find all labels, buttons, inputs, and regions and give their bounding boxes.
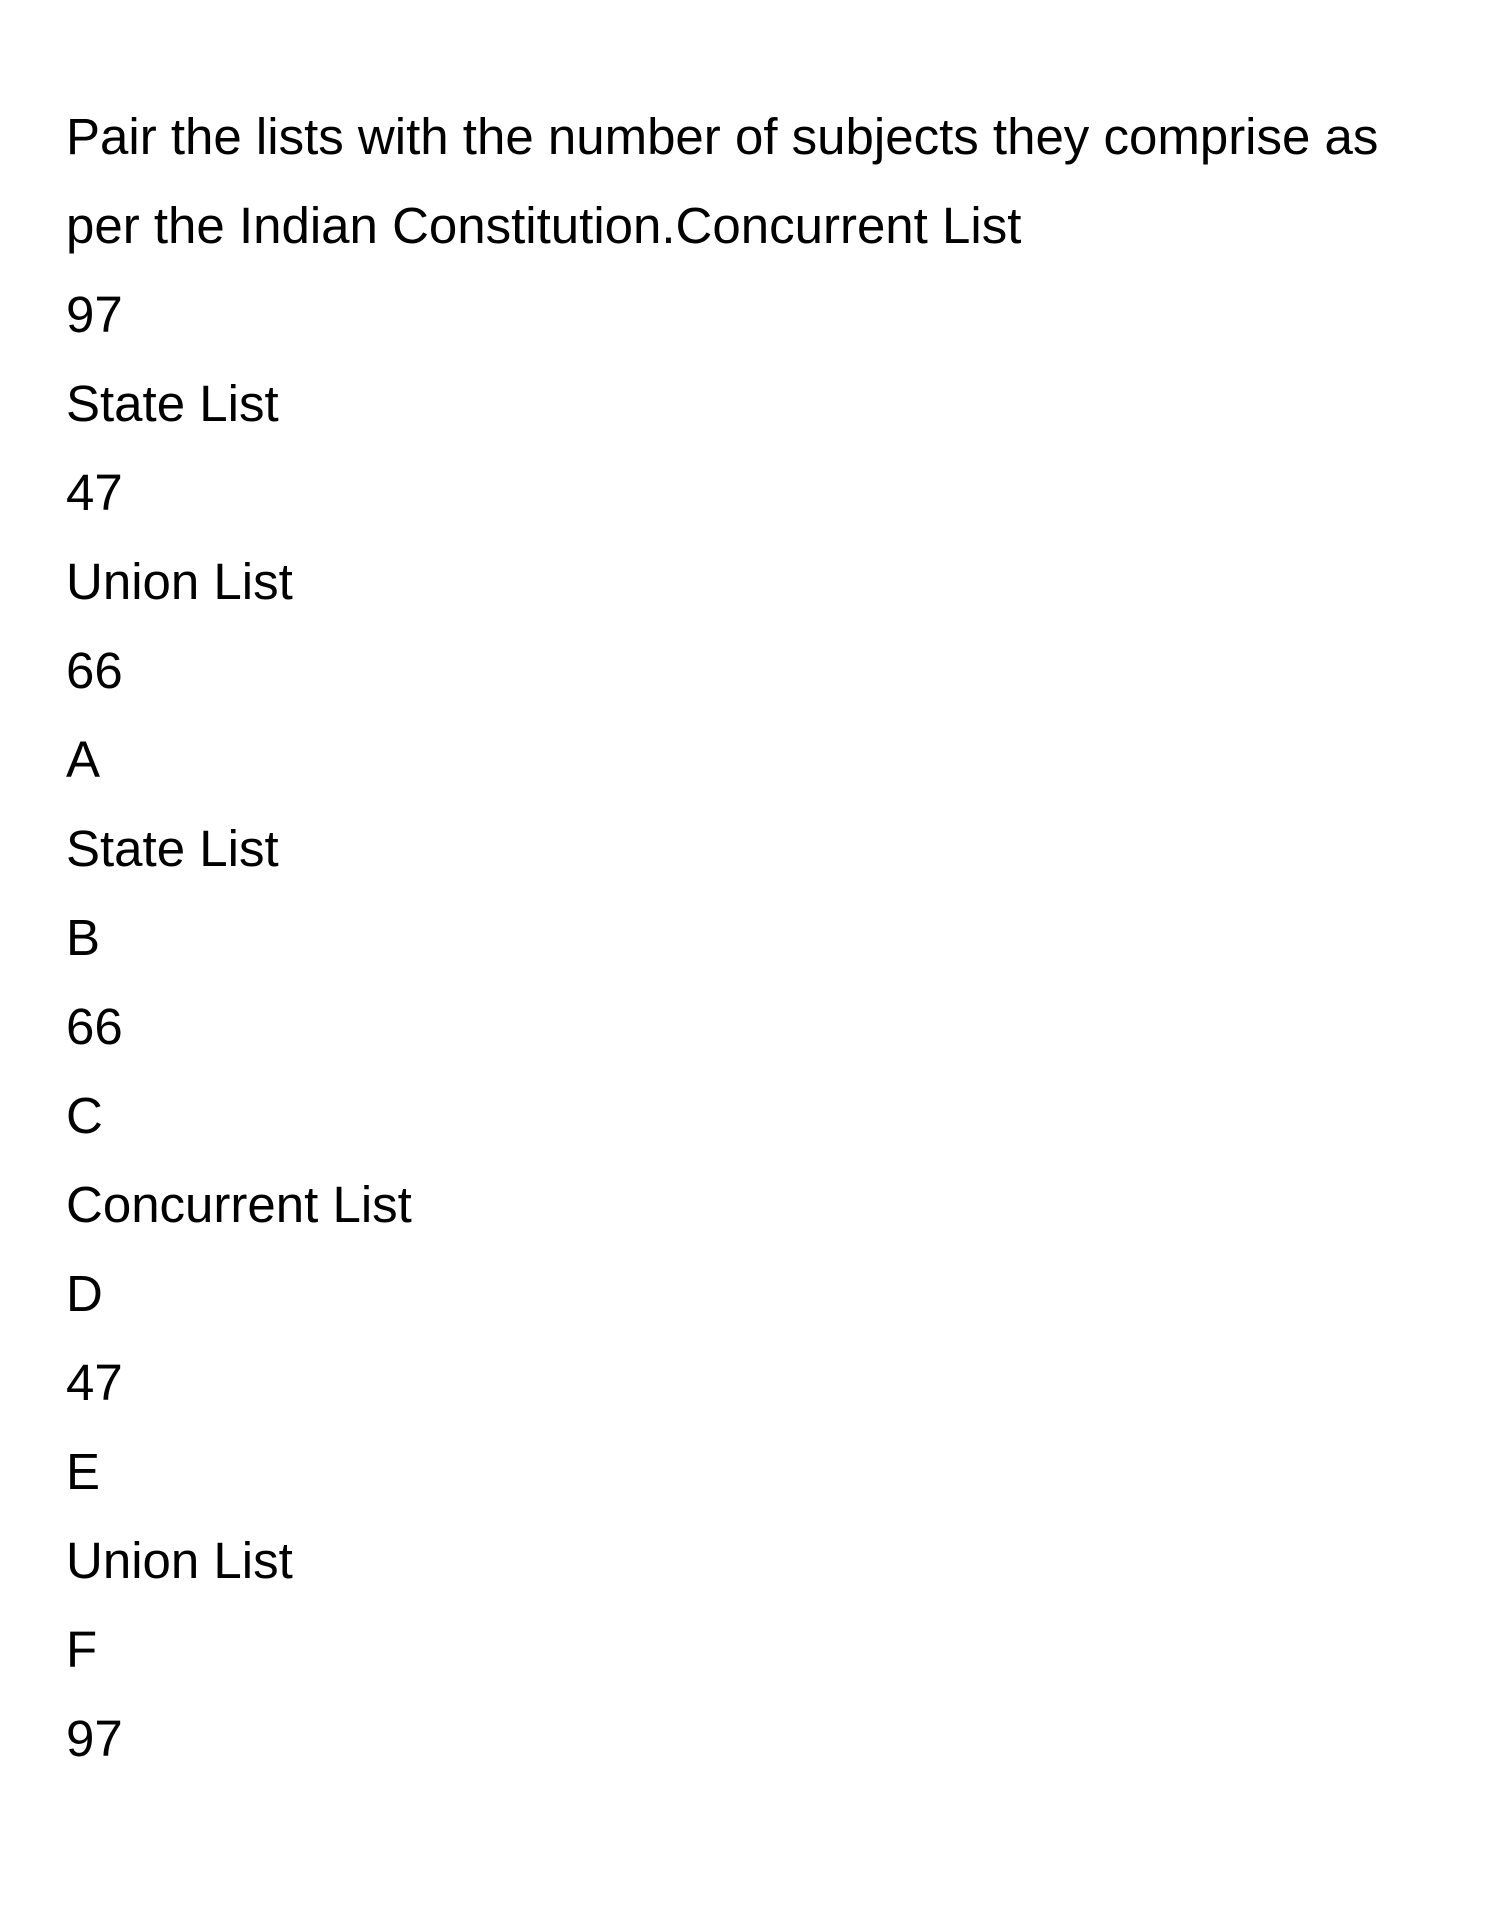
- list-item: 97: [66, 286, 123, 343]
- option-label: F: [66, 1621, 98, 1678]
- option-text: 97: [66, 1710, 123, 1767]
- option-text: 47: [66, 1354, 123, 1411]
- list-item: Union List: [66, 553, 293, 610]
- option-text: Concurrent List: [66, 1176, 412, 1233]
- question-content: [66, 92, 1446, 1783]
- option-label: D: [66, 1265, 103, 1322]
- option-label: A: [66, 731, 101, 788]
- option-text: 66: [66, 998, 123, 1055]
- option-label: C: [66, 1087, 103, 1144]
- list-item: State List: [66, 375, 279, 432]
- option-label: B: [66, 909, 101, 966]
- option-label: E: [66, 1443, 101, 1500]
- option-text: State List: [66, 820, 279, 877]
- matching-lines: [66, 270, 1446, 1783]
- list-item: 66: [66, 642, 123, 699]
- question-text: Pair the lists with the number of subjects they comprise as per the Indian Constitution.Concurrent List: [66, 108, 1379, 254]
- list-item: 47: [66, 464, 123, 521]
- option-text: Union List: [66, 1532, 293, 1589]
